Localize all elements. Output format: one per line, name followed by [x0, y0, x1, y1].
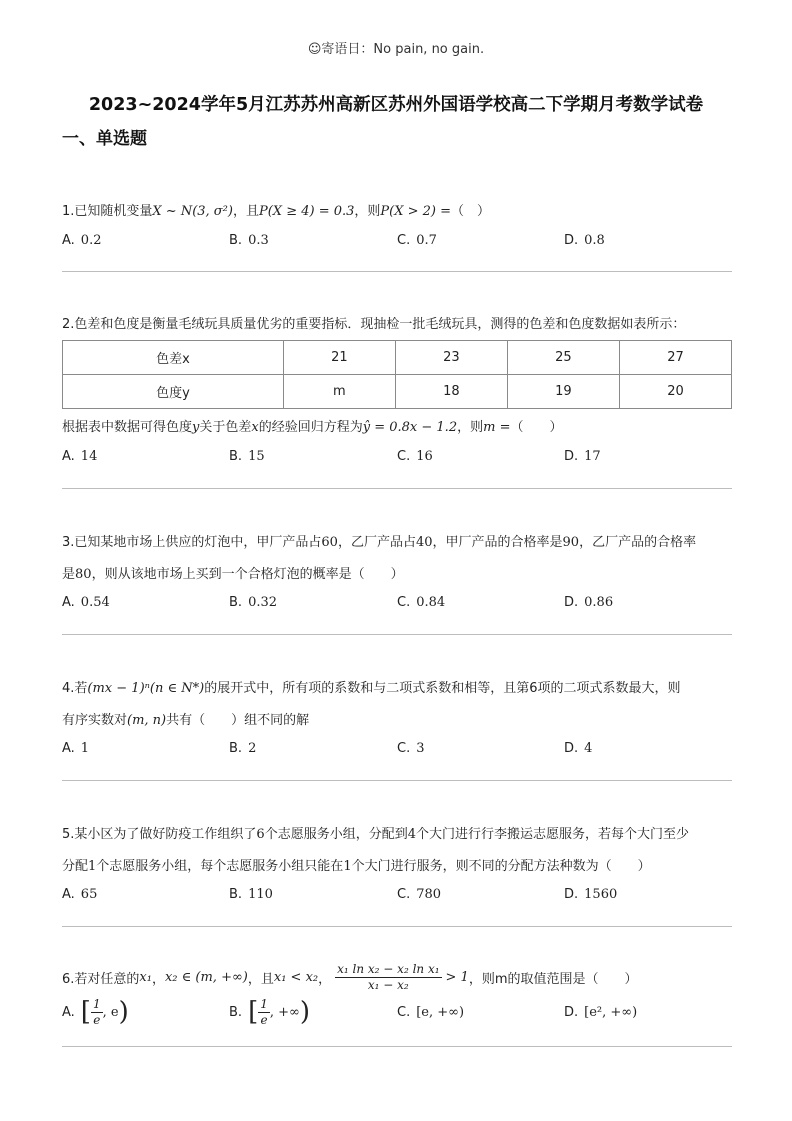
- q1-text-d: （ ）: [451, 204, 491, 219]
- q3-text: 3.已知某地市场上供应的灯泡中，甲厂产品占: [62, 535, 322, 550]
- option-value: 1: [80, 741, 90, 756]
- table-row: [63, 375, 732, 409]
- option-label: B.: [229, 595, 243, 610]
- option-value: 3: [416, 741, 425, 756]
- q6-option-c[interactable]: [397, 995, 464, 1029]
- q2-option-a[interactable]: [62, 449, 97, 464]
- question-2-stem: 2.色差和色度是衡量毛绒玩具质量优劣的重要指标．现抽检一批毛绒玩具，测得的色差和色度数据如表所示：: [62, 317, 686, 332]
- q6-math-1: x₁: [139, 969, 152, 985]
- q2-text-a: 根据表中数据可得色度: [62, 420, 193, 435]
- q1-math-2: P(X ≥ 4) = 0.3: [258, 204, 355, 219]
- option-value: 110: [248, 887, 273, 902]
- question-5-line-2: [62, 855, 651, 874]
- option-label: C.: [397, 887, 411, 902]
- q6-math-4: > 1: [445, 969, 469, 985]
- table-row: [63, 341, 732, 375]
- option-value: 0.86: [584, 595, 614, 610]
- option-value: 16: [416, 449, 433, 464]
- option-label: A.: [62, 449, 75, 464]
- option-label: C.: [397, 449, 411, 464]
- q4-text: 有序实数对: [62, 713, 128, 728]
- option-label: B.: [229, 741, 243, 756]
- q2-option-b[interactable]: [229, 449, 265, 464]
- q5-number: 6: [256, 827, 265, 842]
- q3-number: 40: [415, 535, 433, 550]
- q6-option-d[interactable]: [564, 995, 637, 1029]
- q5-number: 4: [407, 827, 416, 842]
- q3-text: ，乙厂产品占: [337, 535, 416, 550]
- q6-text: ，: [151, 971, 165, 987]
- q1-option-d[interactable]: [564, 233, 605, 248]
- option-label: D.: [564, 595, 579, 610]
- question-4-line-1: [62, 677, 680, 696]
- option-value: 17: [584, 449, 601, 464]
- left-bracket-icon: [: [248, 997, 259, 1027]
- q6-text: ，且: [247, 971, 274, 987]
- option-value: 0.3: [248, 233, 269, 248]
- option-label: D.: [564, 233, 579, 248]
- q5-text: 5.某小区为了做好防疫工作组织了: [62, 827, 257, 842]
- option-value: 65: [80, 887, 98, 902]
- option-fraction: [91, 997, 103, 1028]
- question-3-line-1: [62, 531, 696, 550]
- q2-math-3: ŷ = 0.8x − 1.2: [362, 420, 458, 435]
- question-4-line-2: [62, 709, 309, 728]
- q1-text-c: ，则: [354, 204, 381, 219]
- question-3-line-2: [62, 563, 404, 582]
- table-cell: 23: [395, 341, 507, 375]
- right-paren-icon: ): [118, 997, 129, 1027]
- data-table: [62, 340, 732, 409]
- q3-number: 90: [562, 535, 580, 550]
- q4-option-c[interactable]: [397, 741, 425, 756]
- table-cell: 18: [395, 375, 507, 409]
- option-value: 0.54: [80, 595, 110, 610]
- q3-text: ，乙厂产品的合格率: [579, 535, 697, 550]
- table-cell: 色度y: [63, 375, 284, 409]
- q2-text-c: 的经验回归方程为: [258, 420, 363, 435]
- option-label: A.: [62, 741, 75, 756]
- q5-text: 个志愿服务小组，分配到: [264, 827, 408, 842]
- fraction-denominator: x₁ − x₂: [367, 977, 409, 992]
- table-cell: 25: [507, 341, 619, 375]
- q5-text: 分配: [62, 859, 89, 874]
- fraction-denominator: e: [93, 1012, 101, 1027]
- option-value: 4: [584, 741, 593, 756]
- q5-text: 个大门进行服务，则不同的分配方法种数为（ ）: [351, 859, 651, 874]
- q2-option-d[interactable]: [564, 449, 601, 464]
- option-label: B.: [229, 887, 243, 902]
- q5-number: 1: [88, 859, 97, 874]
- q3-option-a[interactable]: [62, 595, 110, 610]
- q3-option-d[interactable]: [564, 595, 613, 610]
- divider: [62, 926, 732, 927]
- option-value: [e, +∞): [416, 1004, 465, 1020]
- q1-math-1: X ~ N(3, σ²): [152, 204, 233, 219]
- q5-option-a[interactable]: [62, 887, 97, 902]
- table-cell: 27: [619, 341, 731, 375]
- right-paren-icon: ): [299, 997, 311, 1027]
- q3-option-b[interactable]: [229, 595, 277, 610]
- q3-number: 80: [75, 567, 92, 582]
- option-value: 0.8: [584, 233, 605, 248]
- q3-option-c[interactable]: [397, 595, 445, 610]
- option-value: 14: [80, 449, 98, 464]
- section-heading: 一、单选题: [62, 129, 147, 149]
- table-cell: 20: [619, 375, 731, 409]
- question-6-stem: [62, 960, 638, 994]
- q2-text-e: （ ）: [510, 420, 563, 435]
- option-value: 780: [416, 887, 442, 902]
- q4-option-d[interactable]: [564, 741, 592, 756]
- question-1-stem: [62, 200, 490, 219]
- q5-option-d[interactable]: [564, 887, 617, 902]
- option-label: C.: [397, 1004, 411, 1020]
- option-value: 2: [248, 741, 257, 756]
- option-value: 15: [248, 449, 265, 464]
- q4-option-a[interactable]: [62, 741, 89, 756]
- q5-text: 个志愿服务小组，每个志愿服务小组只能在: [96, 859, 344, 874]
- option-label: C.: [397, 233, 411, 248]
- divider: [62, 1046, 732, 1047]
- q4-math-2: (m, n): [127, 713, 167, 728]
- option-label: C.: [397, 741, 411, 756]
- q4-text: 4.若: [62, 681, 88, 696]
- q1-math-3: P(X > 2) =: [380, 204, 452, 219]
- q6-option-a[interactable]: [62, 995, 129, 1029]
- q6-math-2: x₂ ∈ (m, +∞): [164, 969, 248, 985]
- option-value: [e², +∞): [584, 1004, 638, 1020]
- option-label: C.: [397, 595, 411, 610]
- option-label: B.: [229, 233, 243, 248]
- option-value: 1560: [584, 887, 618, 902]
- option-label: A.: [62, 595, 75, 610]
- q5-option-b[interactable]: [229, 887, 273, 902]
- q5-option-c[interactable]: [397, 887, 441, 902]
- table-cell: 色差x: [63, 341, 284, 375]
- divider: [62, 488, 732, 489]
- q6-text: ，: [318, 971, 332, 987]
- q6-fraction: [335, 962, 441, 993]
- option-fraction: [258, 997, 270, 1028]
- q4-math-1: (mx − 1)ⁿ(n ∈ N*): [87, 681, 205, 696]
- fraction-numerator: 1: [92, 996, 101, 1011]
- q1-option-a[interactable]: [62, 233, 101, 248]
- option-label: B.: [229, 449, 243, 464]
- option-value: 0.7: [416, 233, 437, 248]
- q2-text-b: 关于色差: [199, 420, 252, 435]
- q2-math-1: y: [192, 420, 200, 435]
- q3-text: ，甲厂产品的合格率是: [432, 535, 563, 550]
- motto-header: ☺寄语日：No pain, no gain.: [307, 42, 485, 57]
- q3-number: 60: [321, 535, 338, 550]
- q2-math-2: x: [251, 420, 259, 435]
- option-label: B.: [229, 1004, 243, 1020]
- q3-text: 是: [62, 567, 76, 582]
- option-label: A.: [62, 887, 75, 902]
- option-label: D.: [564, 1004, 579, 1020]
- fraction-denominator: e: [260, 1012, 268, 1027]
- fraction-numerator: x₁ ln x₂ − x₂ ln x₁: [337, 961, 440, 976]
- table-cell: 21: [283, 341, 395, 375]
- question-2-followup: [62, 416, 562, 435]
- q6-math-3: x₁ < x₂: [273, 969, 319, 985]
- table-cell: 19: [507, 375, 619, 409]
- q2-text-d: ，则: [457, 420, 484, 435]
- option-label: D.: [564, 887, 579, 902]
- divider: [62, 780, 732, 781]
- option-value: 0.2: [80, 233, 102, 248]
- option-label: A.: [62, 233, 75, 248]
- q2-option-c[interactable]: [397, 449, 433, 464]
- fraction-numerator: 1: [260, 996, 268, 1011]
- q6-option-b[interactable]: [229, 995, 310, 1029]
- exam-title: 2023~2024学年5月江苏苏州高新区苏州外国语学校高二下学期月考数学试卷: [88, 95, 704, 115]
- option-label: D.: [564, 449, 579, 464]
- q1-text-a: 1.已知随机变量: [62, 204, 153, 219]
- divider: [62, 634, 732, 635]
- q6-text: ，则m的取值范围是（ ）: [468, 971, 638, 987]
- option-value: , e: [102, 1004, 119, 1020]
- option-value: 0.32: [248, 595, 278, 610]
- q1-option-b[interactable]: [229, 233, 269, 248]
- question-5-line-1: [62, 823, 689, 842]
- q5-text: 个大门进行行李搬运志愿服务，若每个大门至少: [415, 827, 689, 842]
- option-value: , +∞: [269, 1004, 300, 1020]
- divider: [62, 271, 732, 272]
- q3-text: ，则从该地市场上买到一个合格灯泡的概率是（ ）: [91, 567, 404, 582]
- q4-text: 的展开式中，所有项的系数和与二项式系数和相等，且第6项的二项式系数最大，则: [204, 681, 681, 696]
- q4-text: 共有（ ）组不同的解: [166, 713, 310, 728]
- q1-text-b: ，且: [232, 204, 259, 219]
- table-cell: m: [283, 375, 395, 409]
- q2-math-4: m =: [483, 420, 511, 435]
- q5-number: 1: [343, 859, 352, 874]
- option-label: A.: [62, 1004, 75, 1020]
- q1-option-c[interactable]: [397, 233, 437, 248]
- q4-option-b[interactable]: [229, 741, 256, 756]
- q6-text: 6.若对任意的: [62, 971, 140, 987]
- left-bracket-icon: [: [80, 997, 91, 1027]
- option-label: D.: [564, 741, 579, 756]
- option-value: 0.84: [416, 595, 446, 610]
